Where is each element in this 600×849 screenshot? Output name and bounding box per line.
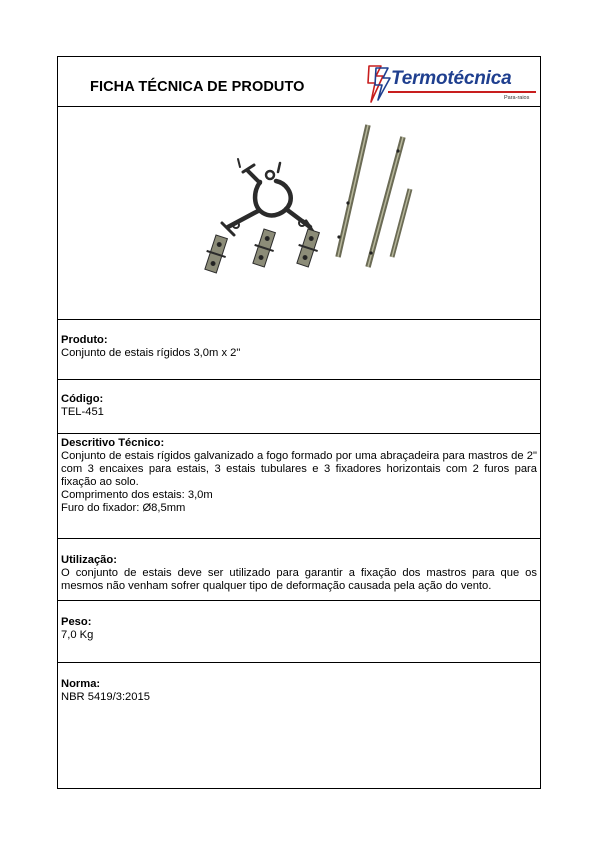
technical-sheet — [57, 56, 541, 789]
divider-before-norma — [58, 662, 540, 663]
produto-value: Conjunto de estais rígidos 3,0m x 2" — [61, 347, 241, 359]
norma-label: Norma: — [61, 678, 101, 690]
peso-section — [61, 616, 537, 642]
produto-section — [61, 334, 537, 360]
estais-kit-image — [198, 117, 418, 282]
descritivo-label: Descritivo Técnico: — [61, 437, 165, 449]
norma-section — [61, 678, 537, 704]
codigo-value: TEL-451 — [61, 406, 104, 418]
descritivo-section — [61, 437, 537, 515]
utilizacao-section — [61, 554, 537, 593]
norma-value: NBR 5419/3:2015 — [61, 691, 150, 703]
peso-label: Peso: — [61, 616, 92, 628]
logo-wordmark: Termotécnica — [391, 68, 512, 89]
lightning-emblem-icon — [366, 64, 392, 104]
codigo-section — [61, 393, 537, 419]
divider-before-produto — [58, 319, 540, 320]
produto-label: Produto: — [61, 334, 108, 346]
termotecnica-logo — [366, 64, 538, 104]
divider-before-descritivo — [58, 433, 540, 434]
divider-before-utilizacao — [58, 538, 540, 539]
furo-value: Furo do fixador: Ø8,5mm — [61, 502, 186, 514]
utilizacao-label: Utilização: — [61, 554, 117, 566]
peso-value: 7,0 Kg — [61, 629, 94, 641]
logo-underline — [388, 91, 536, 93]
utilizacao-text: O conjunto de estais deve ser utilizado para garantir a fixação dos mastros para que os mesmos não venham sofrer qualquer tipo de deformação causada pela ação do vento. — [61, 567, 537, 592]
descritivo-text: Conjunto de estais rígidos galvanizado a fogo formado por uma abraçadeira para mastros de 2" com 3 encaixes para estais, 3 estais tubulares e 3 fixadores horizontais com 2 furos para fixação ao solo. — [61, 450, 537, 488]
document-title: FICHA TÉCNICA DE PRODUTO — [90, 79, 305, 95]
sheet-header — [58, 57, 540, 107]
divider-before-codigo — [58, 379, 540, 380]
divider-before-peso — [58, 600, 540, 601]
comprimento-value: Comprimento dos estais: 3,0m — [61, 489, 213, 501]
logo-tagline: Para-raios — [504, 95, 530, 101]
codigo-label: Código: — [61, 393, 104, 405]
